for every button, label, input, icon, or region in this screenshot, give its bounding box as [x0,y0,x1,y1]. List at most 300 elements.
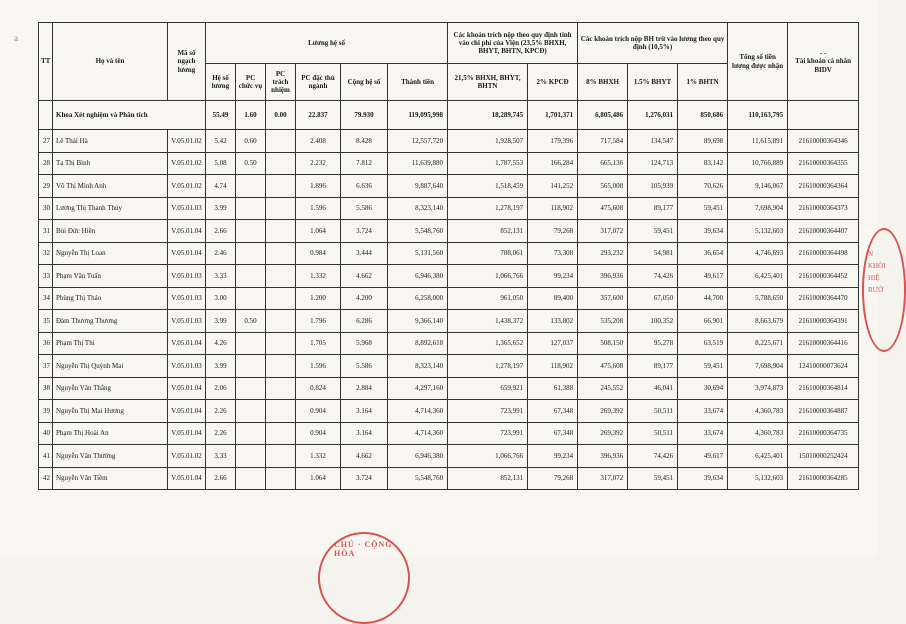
total-coef: 6.286 [341,310,388,333]
health-insurance: 59,451 [628,220,678,243]
summary-value: 79.930 [341,101,388,130]
amount: 4,297,160 [388,377,448,400]
sector-allowance: 1.596 [296,197,341,220]
total-coef: 4.200 [341,287,388,310]
total-coef: 5.968 [341,332,388,355]
total-coef: 5.586 [341,355,388,378]
coef-value: 5.08 [206,152,236,175]
net-salary: 6,425,401 [728,445,788,468]
header-hs: Hệ số lương [206,64,236,101]
bank-account: 12410000073624 [788,355,859,378]
bank-account: 21610000364285 [788,467,859,490]
health-insurance: 95,278 [628,332,678,355]
net-salary: 7,698,904 [728,197,788,220]
total-coef: 2.884 [341,377,388,400]
amount: 4,714,360 [388,400,448,423]
salary-code: V.05.01.03 [168,265,206,288]
sector-allowance: 0.904 [296,422,341,445]
summary-value: 18,289,745 [448,101,528,130]
total-coef: 6.636 [341,175,388,198]
header-tnn: 1% BHTN [678,64,728,101]
responsibility-allowance [266,175,296,198]
total-coef: 3.164 [341,400,388,423]
net-salary: 7,698,904 [728,355,788,378]
net-salary: 5,132,603 [728,220,788,243]
net-salary: 5,788,650 [728,287,788,310]
sector-allowance: 1.796 [296,310,341,333]
salary-code: V.05.01.02 [168,130,206,153]
union-fee: 79,268 [528,467,578,490]
employer-insurance: 659,921 [448,377,528,400]
health-insurance: 59,451 [628,467,678,490]
summary-value: 1,276,031 [628,101,678,130]
employee-name: Nguyễn Văn Thường [53,445,168,468]
amount: 12,557,720 [388,130,448,153]
unemployment-insurance: 39,634 [678,467,728,490]
row-tt: 38 [39,377,53,400]
table-row [39,332,859,355]
bank-account: 21610000364735 [788,422,859,445]
total-coef: 3.724 [341,220,388,243]
social-insurance: 717,584 [578,130,628,153]
side-seal-stamp [862,228,906,352]
employee-name: Lê Thái Hà [53,130,168,153]
row-tt: 28 [39,152,53,175]
sector-allowance: 0.904 [296,400,341,423]
health-insurance: 67,050 [628,287,678,310]
responsibility-allowance [266,242,296,265]
social-insurance: 269,392 [578,422,628,445]
bank-account: 21610000364355 [788,152,859,175]
health-insurance: 124,713 [628,152,678,175]
summary-value: 55.49 [206,101,236,130]
union-fee: 67,348 [528,422,578,445]
header-employer-group: Các khoản trích nộp theo quy định tính vào chi phí của Viện (23,5% BHXH, BHYT, BHTN, KPCĐ) [448,23,578,64]
bank-account: 21610000364498 [788,242,859,265]
unemployment-insurance: 44,700 [678,287,728,310]
employee-name: Phạm Văn Tuấn [53,265,168,288]
social-insurance: 245,552 [578,377,628,400]
header-tn: PC trách nhiệm [266,64,296,101]
social-insurance: 357,600 [578,287,628,310]
health-insurance: 50,511 [628,400,678,423]
responsibility-allowance [266,377,296,400]
row-tt: 30 [39,197,53,220]
responsibility-allowance [266,152,296,175]
union-fee: 73,308 [528,242,578,265]
header-yt: 1.5% BHYT [628,64,678,101]
header-deduct-group: Các khoản trích nộp BH trừ vào lương theo quy định (10,5%) [578,23,728,64]
employer-insurance: 723,991 [448,400,528,423]
amount: 8,323,140 [388,355,448,378]
header-total: Tổng số tiền lương được nhận [728,23,788,101]
unemployment-insurance: 49,617 [678,265,728,288]
net-salary: 4,360,783 [728,400,788,423]
responsibility-allowance [266,220,296,243]
salary-code: V.05.01.03 [168,197,206,220]
coef-value: 2.66 [206,467,236,490]
net-salary: 5,132,603 [728,467,788,490]
coef-value: 4.74 [206,175,236,198]
row-tt: 29 [39,175,53,198]
social-insurance: 293,232 [578,242,628,265]
salary-code: V.05.01.04 [168,422,206,445]
health-insurance: 54,981 [628,242,678,265]
sector-allowance: 1.064 [296,467,341,490]
health-insurance: 74,426 [628,265,678,288]
union-fee: 67,348 [528,400,578,423]
unemployment-insurance: 33,674 [678,422,728,445]
employee-name: Nguyễn Thị Mai Hương [53,400,168,423]
social-insurance: 475,608 [578,197,628,220]
summary-value [788,101,859,130]
amount: 5,548,760 [388,220,448,243]
sector-allowance: 2.232 [296,152,341,175]
responsibility-allowance [266,130,296,153]
position-allowance [236,242,266,265]
position-allowance [236,400,266,423]
table-row [39,355,859,378]
position-allowance: 0.50 [236,152,266,175]
social-insurance: 269,392 [578,400,628,423]
responsibility-allowance [266,332,296,355]
coef-value: 3.99 [206,197,236,220]
header-account-mark: - - [819,49,827,58]
employee-name: Phạm Thị Thi [53,332,168,355]
employer-insurance: 852,131 [448,220,528,243]
position-allowance [236,422,266,445]
union-fee: 89,400 [528,287,578,310]
responsibility-allowance [266,422,296,445]
position-allowance: 0.60 [236,130,266,153]
position-allowance [236,445,266,468]
unemployment-insurance: 70,626 [678,175,728,198]
coef-value: 3.99 [206,310,236,333]
position-allowance [236,175,266,198]
employer-insurance: 1,278,197 [448,355,528,378]
health-insurance: 46,041 [628,377,678,400]
unemployment-insurance: 66,901 [678,310,728,333]
unemployment-insurance: 49,617 [678,445,728,468]
total-coef: 3.444 [341,242,388,265]
header-coef-group: Lương hệ số [206,23,448,64]
total-coef: 3.164 [341,422,388,445]
row-tt: 37 [39,355,53,378]
employer-insurance: 1,365,652 [448,332,528,355]
amount: 9,887,640 [388,175,448,198]
unemployment-insurance: 83,142 [678,152,728,175]
unemployment-insurance: 30,694 [678,377,728,400]
amount: 6,946,380 [388,445,448,468]
coef-value: 2.06 [206,377,236,400]
employee-name: Nguyễn Thị Loan [53,242,168,265]
row-tt: 41 [39,445,53,468]
summary-row [39,101,859,130]
sector-allowance: 2.408 [296,130,341,153]
social-insurance: 317,072 [578,220,628,243]
amount: 8,892,618 [388,332,448,355]
union-fee: 133,802 [528,310,578,333]
employer-insurance: 1,787,553 [448,152,528,175]
bank-account: 21610000364391 [788,310,859,333]
salary-code: V.05.01.02 [168,445,206,468]
row-tt: 40 [39,422,53,445]
social-insurance: 475,608 [578,355,628,378]
row-tt: 34 [39,287,53,310]
coef-value: 3.33 [206,265,236,288]
table-row [39,175,859,198]
coef-value: 2.26 [206,400,236,423]
employer-insurance: 788,061 [448,242,528,265]
health-insurance: 89,177 [628,197,678,220]
employee-name: Tạ Thị Bình [53,152,168,175]
employer-insurance: 1,066,766 [448,265,528,288]
employee-name: Bùi Đức Hiền [53,220,168,243]
responsibility-allowance [266,355,296,378]
sector-allowance: 1.332 [296,265,341,288]
social-insurance: 508,150 [578,332,628,355]
total-coef: 7.812 [341,152,388,175]
employee-name: Nguyễn Văn Thắng [53,377,168,400]
table-row [39,152,859,175]
header-dt: PC đặc thù ngành [296,64,341,101]
bank-account: 21610000364373 [788,197,859,220]
side-seal-line: HIỆ [868,274,880,282]
position-allowance [236,197,266,220]
net-salary: 10,766,889 [728,152,788,175]
unemployment-insurance: 36,654 [678,242,728,265]
social-insurance: 396,936 [578,445,628,468]
summary-value: 6,805,486 [578,101,628,130]
unemployment-insurance: 33,674 [678,400,728,423]
health-insurance: 105,939 [628,175,678,198]
table-row [39,242,859,265]
social-insurance: 665,136 [578,152,628,175]
header-xh: 8% BHXH [578,64,628,101]
row-tt: 39 [39,400,53,423]
table-row [39,400,859,423]
header-cv: PC chức vụ [236,64,266,101]
sector-allowance: 1.596 [296,355,341,378]
salary-code: V.05.01.04 [168,220,206,243]
header-tt: TT [39,23,53,101]
bank-account: 15010000252424 [788,445,859,468]
union-fee: 166,284 [528,152,578,175]
header-code: Mã số ngạch lương [168,23,206,101]
table-row [39,422,859,445]
employer-insurance: 1,518,459 [448,175,528,198]
total-coef: 4.662 [341,265,388,288]
amount: 5,131,560 [388,242,448,265]
union-fee: 118,902 [528,355,578,378]
salary-table [38,22,859,490]
union-fee: 141,252 [528,175,578,198]
position-allowance: 0.50 [236,310,266,333]
amount: 4,714,360 [388,422,448,445]
salary-code: V.05.01.04 [168,467,206,490]
row-tt: 42 [39,467,53,490]
social-insurance: 317,072 [578,467,628,490]
unemployment-insurance: 39,634 [678,220,728,243]
unemployment-insurance: 63,519 [678,332,728,355]
employer-insurance: 1,438,372 [448,310,528,333]
side-seal-line: RƯỜ [868,286,884,294]
responsibility-allowance [266,265,296,288]
position-allowance [236,287,266,310]
table-row [39,310,859,333]
responsibility-allowance [266,467,296,490]
coef-value: 4.26 [206,332,236,355]
coef-value: 2.26 [206,422,236,445]
salary-code: V.05.01.04 [168,377,206,400]
responsibility-allowance [266,400,296,423]
position-allowance [236,467,266,490]
net-salary: 11,615,891 [728,130,788,153]
union-fee: 179,396 [528,130,578,153]
responsibility-allowance [266,197,296,220]
union-fee: 99,234 [528,265,578,288]
health-insurance: 89,177 [628,355,678,378]
sector-allowance: 1.705 [296,332,341,355]
unemployment-insurance: 59,451 [678,355,728,378]
bank-account: 21610000364470 [788,287,859,310]
row-tt: 33 [39,265,53,288]
row-tt: 32 [39,242,53,265]
position-allowance [236,265,266,288]
unemployment-insurance: 89,698 [678,130,728,153]
side-seal-line: N [868,250,874,258]
amount: 11,639,880 [388,152,448,175]
bank-account: 21610000364407 [788,220,859,243]
total-coef: 4.662 [341,445,388,468]
employer-insurance: 1,278,197 [448,197,528,220]
union-fee: 99,234 [528,445,578,468]
health-insurance: 74,426 [628,445,678,468]
responsibility-allowance [266,310,296,333]
total-coef: 8.428 [341,130,388,153]
amount: 6,258,000 [388,287,448,310]
table-row [39,220,859,243]
salary-code: V.05.01.03 [168,287,206,310]
summary-value: 22.837 [296,101,341,130]
header-account [788,23,859,101]
amount: 9,366,140 [388,310,448,333]
sector-allowance: 1.896 [296,175,341,198]
summary-label: Khoa Xét nghiệm và Phân tích [53,101,206,130]
total-coef: 3.724 [341,467,388,490]
header-tien: Thành tiền [388,64,448,101]
corner-mark: a [14,33,18,43]
salary-code: V.05.01.02 [168,152,206,175]
coef-value: 2.66 [206,220,236,243]
summary-value: 1,701,371 [528,101,578,130]
net-salary: 8,225,671 [728,332,788,355]
bank-account: 21610000364364 [788,175,859,198]
bank-account: 21610000364452 [788,265,859,288]
sector-allowance: 1.332 [296,445,341,468]
union-fee: 61,388 [528,377,578,400]
side-seal-line: KHỎI [868,262,886,270]
table-row [39,130,859,153]
bank-account: 21610000364346 [788,130,859,153]
sector-allowance: 1.200 [296,287,341,310]
summary-value: 1.60 [236,101,266,130]
coef-value: 3.00 [206,287,236,310]
summary-value: 119,095,998 [388,101,448,130]
table-row [39,467,859,490]
coef-value: 5.42 [206,130,236,153]
red-seal-stamp [318,532,410,624]
health-insurance: 134,547 [628,130,678,153]
net-salary: 6,425,401 [728,265,788,288]
table-row [39,265,859,288]
amount: 6,946,380 [388,265,448,288]
social-insurance: 535,208 [578,310,628,333]
salary-code: V.05.01.04 [168,400,206,423]
position-allowance [236,220,266,243]
salary-code: V.05.01.03 [168,310,206,333]
net-salary: 9,146,067 [728,175,788,198]
table-row [39,287,859,310]
summary-tt [39,101,53,130]
row-tt: 27 [39,130,53,153]
header-cong: Cộng hệ số [341,64,388,101]
employee-name: Phùng Thị Thảo [53,287,168,310]
bank-account: 21610000364814 [788,377,859,400]
sector-allowance: 0.824 [296,377,341,400]
employee-name: Lương Thị Thanh Thủy [53,197,168,220]
sector-allowance: 0.984 [296,242,341,265]
health-insurance: 100,352 [628,310,678,333]
position-allowance [236,332,266,355]
employer-insurance: 723,991 [448,422,528,445]
responsibility-allowance [266,445,296,468]
header-account-label: Tài khoản cá nhân BIDV [795,57,852,74]
sector-allowance: 1.064 [296,220,341,243]
employer-insurance: 1,066,766 [448,445,528,468]
responsibility-allowance [266,287,296,310]
summary-value: 850,686 [678,101,728,130]
amount: 5,548,760 [388,467,448,490]
row-tt: 36 [39,332,53,355]
net-salary: 4,746,693 [728,242,788,265]
employee-name: Đàm Thương Thương [53,310,168,333]
employer-insurance: 1,928,507 [448,130,528,153]
row-tt: 31 [39,220,53,243]
employee-name: Phạm Thị Hoài An [53,422,168,445]
amount: 8,323,140 [388,197,448,220]
salary-code: V.05.01.04 [168,332,206,355]
union-fee: 127,037 [528,332,578,355]
table-row [39,377,859,400]
employer-insurance: 961,050 [448,287,528,310]
net-salary: 8,663,679 [728,310,788,333]
unemployment-insurance: 59,451 [678,197,728,220]
bank-account: 21610000364416 [788,332,859,355]
position-allowance [236,377,266,400]
coef-value: 3.33 [206,445,236,468]
row-tt: 35 [39,310,53,333]
employee-name: Nguyễn Văn Tiềm [53,467,168,490]
coef-value: 2.46 [206,242,236,265]
seal-text: CHỦ · CỘNG HÒA [334,540,393,558]
position-allowance [236,355,266,378]
coef-value: 3.99 [206,355,236,378]
header-kp: 2% KPCĐ [528,64,578,101]
summary-value: 110,163,795 [728,101,788,130]
salary-code: V.05.01.03 [168,355,206,378]
table-row [39,197,859,220]
